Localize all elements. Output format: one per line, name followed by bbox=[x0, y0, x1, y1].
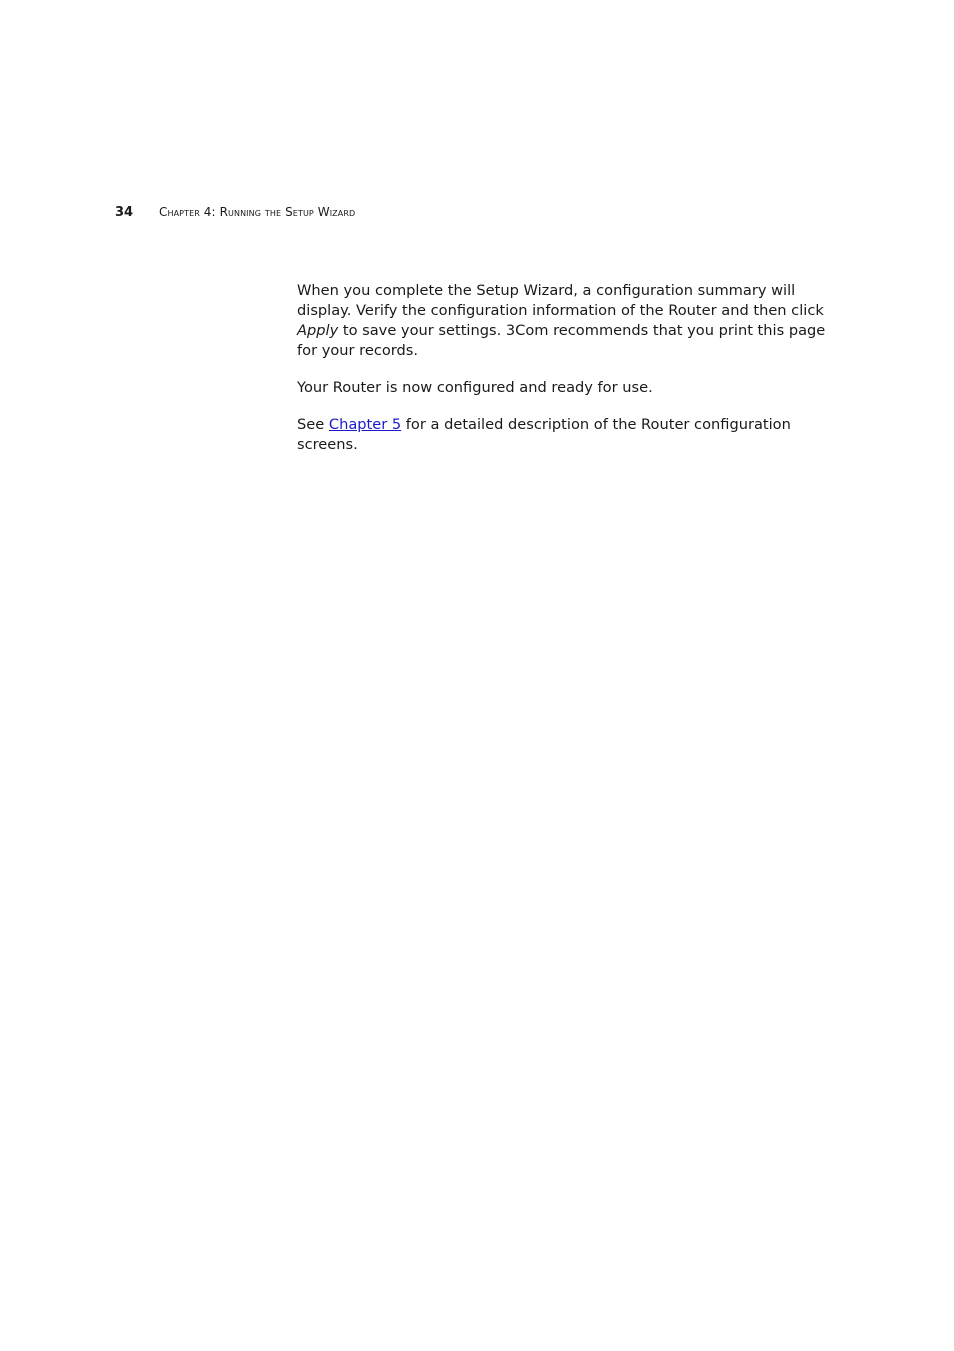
paragraph-setup-summary bbox=[297, 281, 827, 361]
apply-emphasis: Apply bbox=[297, 322, 339, 339]
paragraph-see-chapter bbox=[297, 415, 827, 455]
running-header bbox=[115, 205, 355, 223]
paragraph-text: to save your settings. 3Com recommends that you print this page for your records. bbox=[297, 322, 826, 359]
body-text bbox=[297, 281, 827, 473]
paragraph-text: See bbox=[297, 416, 329, 433]
chapter-heading: Chapter 4: Running the Setup Wizard bbox=[159, 205, 356, 219]
page-number: 34 bbox=[115, 205, 134, 220]
paragraph-router-ready: Your Router is now configured and ready for use. bbox=[297, 379, 653, 396]
paragraph-text: for a detailed description of the Router configuration screens. bbox=[297, 416, 791, 453]
paragraph-text: When you complete the Setup Wizard, a configuration summary will display. Verify the configuration information of the Router and then click bbox=[297, 282, 824, 319]
chapter-5-link[interactable]: Chapter 5 bbox=[328, 416, 402, 433]
